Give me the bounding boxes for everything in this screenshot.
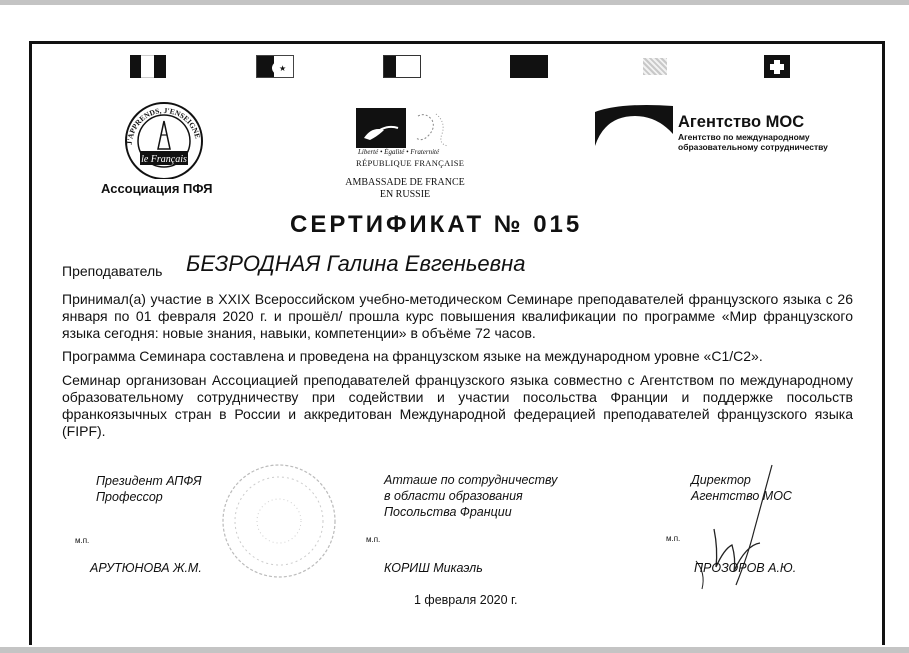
paragraph-organization: Семинар организован Ассоциацией преподавателей французского языка совместно с Агентством по международному образовательному сотрудничеству при содействии и участии посольства Франции и поддержке посольств франкоязычных стран в России и аккредитован Международной федерацией преподавателей французского языка (FIPF). [62, 372, 853, 439]
mos-name: Агентство МОС [678, 113, 805, 131]
mos-subtitle [678, 132, 828, 152]
middle-title1: Атташе по сотрудничеству [384, 473, 558, 487]
flag-icon-4 [510, 55, 548, 78]
stamp-icon [214, 461, 344, 581]
swiss-flag-icon [764, 55, 790, 78]
embassy-name [330, 177, 480, 201]
mos-sub-line2: образовательному сотрудничеству [678, 142, 828, 152]
teacher-name: БЕЗРОДНАЯ Галина Евгеньевна [186, 251, 526, 276]
certificate-page [0, 5, 909, 647]
middle-title3: Посольства Франции [384, 505, 512, 519]
mos-logo-icon [595, 102, 673, 146]
embassy-line2: EN RUSSIE [379, 189, 431, 200]
flag-icon-3 [383, 55, 421, 78]
left-title2: Профессор [96, 490, 163, 504]
right-mp: м.п. [666, 534, 681, 543]
pfa-inner-text: le Français [141, 154, 187, 165]
mos-sub-line1: Агентство по международному [678, 132, 810, 142]
left-mp: м.п. [75, 536, 90, 545]
middle-signer-titles [384, 472, 557, 520]
left-title1: Президент АПФЯ [96, 474, 202, 488]
certificate-title: СЕРТИФИКАТ № 015 [290, 211, 583, 238]
marianne-icon [356, 108, 464, 150]
embassy-motto: Liberté • Égalité • Fraternité [358, 148, 440, 156]
issue-date: 1 февраля 2020 г. [414, 593, 518, 607]
embassy-republic: RÉPUBLIQUE FRANÇAISE [356, 158, 465, 168]
flag-icon-1 [130, 55, 166, 78]
left-signer-name: АРУТЮНОВА Ж.М. [90, 561, 202, 575]
pfa-seal-icon [118, 99, 210, 179]
middle-mp: м.п. [366, 535, 381, 544]
paragraph-program: Программа Семинара составлена и проведена на французском языке на международном уровне «С1/С2». [62, 348, 763, 364]
right-signer-name: ПРОЗОРОВ А.Ю. [694, 561, 797, 575]
middle-title2: в области образования [384, 489, 523, 503]
left-signer-titles [96, 473, 202, 505]
middle-signer-name: КОРИШ Микаэль [384, 561, 483, 575]
embassy-line1: AMBASSADE DE FRANCE [345, 177, 465, 188]
right-title2: Агентство МОС [691, 489, 792, 503]
teacher-label: Преподаватель [62, 263, 163, 279]
paragraph-participation: Принимал(а) участие в XXIX Всероссийском учебно-методическом Семинаре преподавателей французского языка с 26 января по 01 февраля 2020 г. и прошёл/ прошла курс повышения квалификации по программе «Мир французского языка сегодня: новые знания, навыки, компетенции» в объёме 72 часов. [62, 291, 853, 341]
flag-icon-5 [637, 55, 673, 78]
pfa-name: Ассоциация ПФЯ [101, 181, 213, 196]
right-title1: Директор [691, 473, 751, 487]
flag-icon-2: ★ [256, 55, 294, 78]
pfa-ring-text: J'APPRENDS, J'ENSEIGNE [124, 105, 203, 146]
